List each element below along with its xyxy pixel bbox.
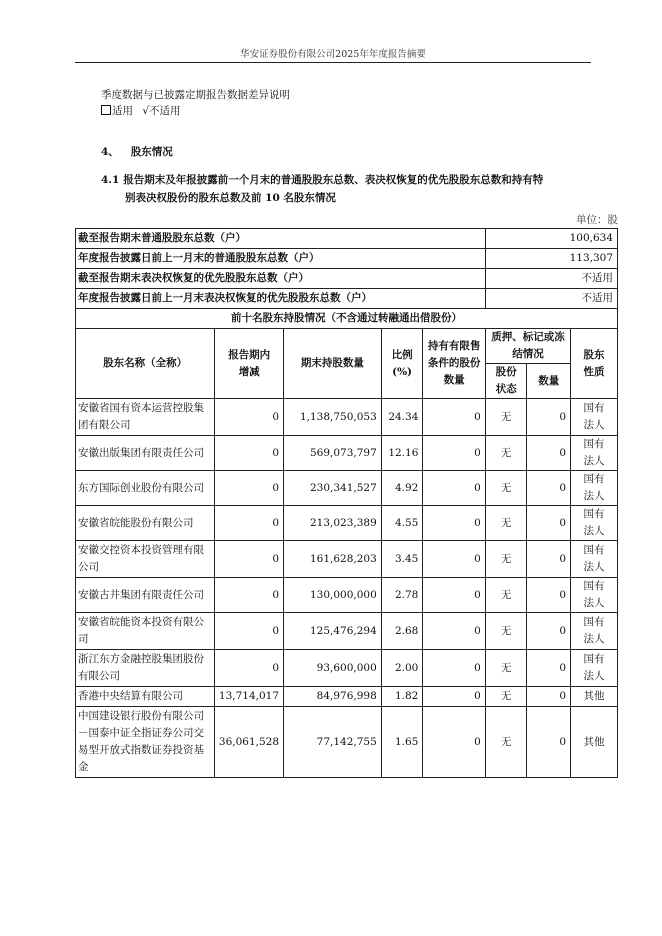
cell-holding: 213,023,389 — [284, 506, 382, 541]
cell-change: 0 — [215, 471, 284, 506]
table-row — [76, 399, 618, 436]
cell-qty: 0 — [527, 707, 571, 778]
cell-ratio: 1.65 — [381, 707, 423, 778]
cell-restricted: 0 — [423, 613, 485, 650]
table-row — [76, 707, 618, 778]
cell-holding: 93,600,000 — [284, 650, 382, 687]
cell-holding: 84,976,998 — [284, 687, 382, 707]
cell-change: 0 — [215, 650, 284, 687]
cell-change: 0 — [215, 578, 284, 613]
table-row — [76, 578, 618, 613]
shareholder-table — [75, 228, 618, 778]
cell-ratio: 4.55 — [381, 506, 423, 541]
subsection-number: 4.1 — [101, 174, 120, 186]
col-restricted: 持有有限售条件的股份数量 — [423, 329, 485, 399]
table-row — [76, 650, 618, 687]
column-header-row — [76, 329, 618, 364]
cell-qty: 0 — [527, 578, 571, 613]
summary-value: 113,307 — [485, 249, 617, 269]
col-name: 股东名称（全称） — [76, 329, 215, 399]
summary-label: 年度报告披露日前上一月末的普通股股东总数（户） — [76, 249, 486, 269]
cell-change: 36,061,528 — [215, 707, 284, 778]
cell-holding: 569,073,797 — [284, 436, 382, 471]
cell-holding: 125,476,294 — [284, 613, 382, 650]
cell-nature: 国有法人 — [571, 436, 618, 471]
cell-name: 东方国际创业股份有限公司 — [76, 471, 215, 506]
cell-name: 安徽省国有资本运营控股集团有限公司 — [76, 399, 215, 436]
cell-holding: 161,628,203 — [284, 541, 382, 578]
cell-nature: 国有法人 — [571, 471, 618, 506]
summary-value: 不适用 — [485, 269, 617, 289]
summary-row — [76, 269, 618, 289]
col-pledge-qty: 数量 — [527, 364, 571, 399]
check-mark-icon: √ — [142, 105, 150, 117]
cell-nature: 国有法人 — [571, 399, 618, 436]
col-nature: 股东性质 — [571, 329, 618, 399]
section-heading — [101, 144, 173, 159]
cell-status: 无 — [485, 436, 527, 471]
cell-restricted: 0 — [423, 707, 485, 778]
cell-status: 无 — [485, 613, 527, 650]
cell-restricted: 0 — [423, 541, 485, 578]
top10-title-row — [76, 309, 618, 329]
col-pledge: 质押、标记或冻结情况 — [485, 329, 570, 364]
col-holding: 期末持股数量 — [284, 329, 382, 399]
summary-label: 截至报告期末普通股股东总数（户） — [76, 229, 486, 249]
cell-name: 浙江东方金融控股集团股份有限公司 — [76, 650, 215, 687]
summary-label: 截至报告期末表决权恢复的优先股股东总数（户） — [76, 269, 486, 289]
cell-nature: 国有法人 — [571, 650, 618, 687]
cell-ratio: 2.00 — [381, 650, 423, 687]
summary-row — [76, 229, 618, 249]
page-header: 华安证券股份有限公司2025年年度报告摘要 — [240, 49, 426, 60]
option-not-applicable: 不适用 — [149, 105, 181, 117]
cell-qty: 0 — [527, 471, 571, 506]
cell-change: 0 — [215, 613, 284, 650]
summary-label: 年度报告披露日前上一月末表决权恢复的优先股股东总数（户） — [76, 289, 486, 309]
cell-ratio: 12.16 — [381, 436, 423, 471]
cell-holding: 230,341,527 — [284, 471, 382, 506]
cell-name: 香港中央结算有限公司 — [76, 687, 215, 707]
cell-qty: 0 — [527, 436, 571, 471]
quarterly-diff-title: 季度数据与已披露定期报告数据差异说明 — [101, 89, 290, 101]
cell-nature: 国有法人 — [571, 578, 618, 613]
cell-nature: 国有法人 — [571, 541, 618, 578]
cell-nature: 其他 — [571, 707, 618, 778]
subsection-title-line2: 别表决权股份的股东总数及前 10 名股东情况 — [125, 192, 336, 204]
cell-qty: 0 — [527, 541, 571, 578]
cell-ratio: 24.34 — [381, 399, 423, 436]
cell-qty: 0 — [527, 687, 571, 707]
cell-name: 中国建设银行股份有限公司－国泰中证全指证券公司交易型开放式指数证券投资基金 — [76, 707, 215, 778]
cell-restricted: 0 — [423, 399, 485, 436]
cell-name: 安徽省皖能资本投资有限公司 — [76, 613, 215, 650]
cell-holding: 1,138,750,053 — [284, 399, 382, 436]
summary-value: 不适用 — [485, 289, 617, 309]
col-pledge-status: 股份状态 — [485, 364, 527, 399]
header-rule — [75, 62, 591, 63]
cell-ratio: 3.45 — [381, 541, 423, 578]
cell-restricted: 0 — [423, 471, 485, 506]
cell-change: 0 — [215, 506, 284, 541]
cell-name: 安徽古井集团有限责任公司 — [76, 578, 215, 613]
cell-holding: 130,000,000 — [284, 578, 382, 613]
checkbox-applicable — [101, 105, 111, 115]
cell-nature: 国有法人 — [571, 613, 618, 650]
cell-name: 安徽交控资本投资管理有限公司 — [76, 541, 215, 578]
cell-qty: 0 — [527, 650, 571, 687]
cell-status: 无 — [485, 541, 527, 578]
cell-ratio: 2.68 — [381, 613, 423, 650]
cell-change: 13,714,017 — [215, 687, 284, 707]
cell-name: 安徽出版集团有限责任公司 — [76, 436, 215, 471]
top10-title: 前十名股东持股情况（不含通过转融通出借股份） — [76, 309, 618, 329]
cell-qty: 0 — [527, 506, 571, 541]
table-row — [76, 471, 618, 506]
quarterly-options — [101, 103, 181, 118]
table-row — [76, 687, 618, 707]
summary-value: 100,634 — [485, 229, 617, 249]
cell-nature: 其他 — [571, 687, 618, 707]
cell-status: 无 — [485, 687, 527, 707]
cell-holding: 77,142,755 — [284, 707, 382, 778]
section-title: 股东情况 — [130, 146, 173, 158]
subsection-title-line1: 报告期末及年报披露前一个月末的普通股股东总数、表决权恢复的优先股股东总数和持有特 — [123, 174, 544, 186]
cell-name: 安徽省皖能股份有限公司 — [76, 506, 215, 541]
summary-row — [76, 249, 618, 269]
table-row — [76, 506, 618, 541]
option-applicable: 适用 — [112, 105, 133, 117]
summary-row — [76, 289, 618, 309]
cell-nature: 国有法人 — [571, 506, 618, 541]
cell-status: 无 — [485, 707, 527, 778]
cell-restricted: 0 — [423, 650, 485, 687]
cell-status: 无 — [485, 650, 527, 687]
subsection-heading-line1 — [101, 172, 543, 187]
cell-change: 0 — [215, 541, 284, 578]
cell-status: 无 — [485, 506, 527, 541]
table-row — [76, 613, 618, 650]
cell-restricted: 0 — [423, 506, 485, 541]
cell-ratio: 4.92 — [381, 471, 423, 506]
unit-label: 单位：股 — [576, 214, 618, 226]
cell-restricted: 0 — [423, 578, 485, 613]
cell-ratio: 2.78 — [381, 578, 423, 613]
table-row — [76, 436, 618, 471]
cell-change: 0 — [215, 436, 284, 471]
cell-ratio: 1.82 — [381, 687, 423, 707]
table-row — [76, 541, 618, 578]
cell-qty: 0 — [527, 613, 571, 650]
cell-change: 0 — [215, 399, 284, 436]
cell-restricted: 0 — [423, 687, 485, 707]
cell-qty: 0 — [527, 399, 571, 436]
col-change: 报告期内增减 — [215, 329, 284, 399]
cell-status: 无 — [485, 471, 527, 506]
cell-restricted: 0 — [423, 436, 485, 471]
col-ratio: 比例(%) — [381, 329, 423, 399]
cell-status: 无 — [485, 578, 527, 613]
cell-status: 无 — [485, 399, 527, 436]
section-number: 4、 — [101, 146, 119, 158]
